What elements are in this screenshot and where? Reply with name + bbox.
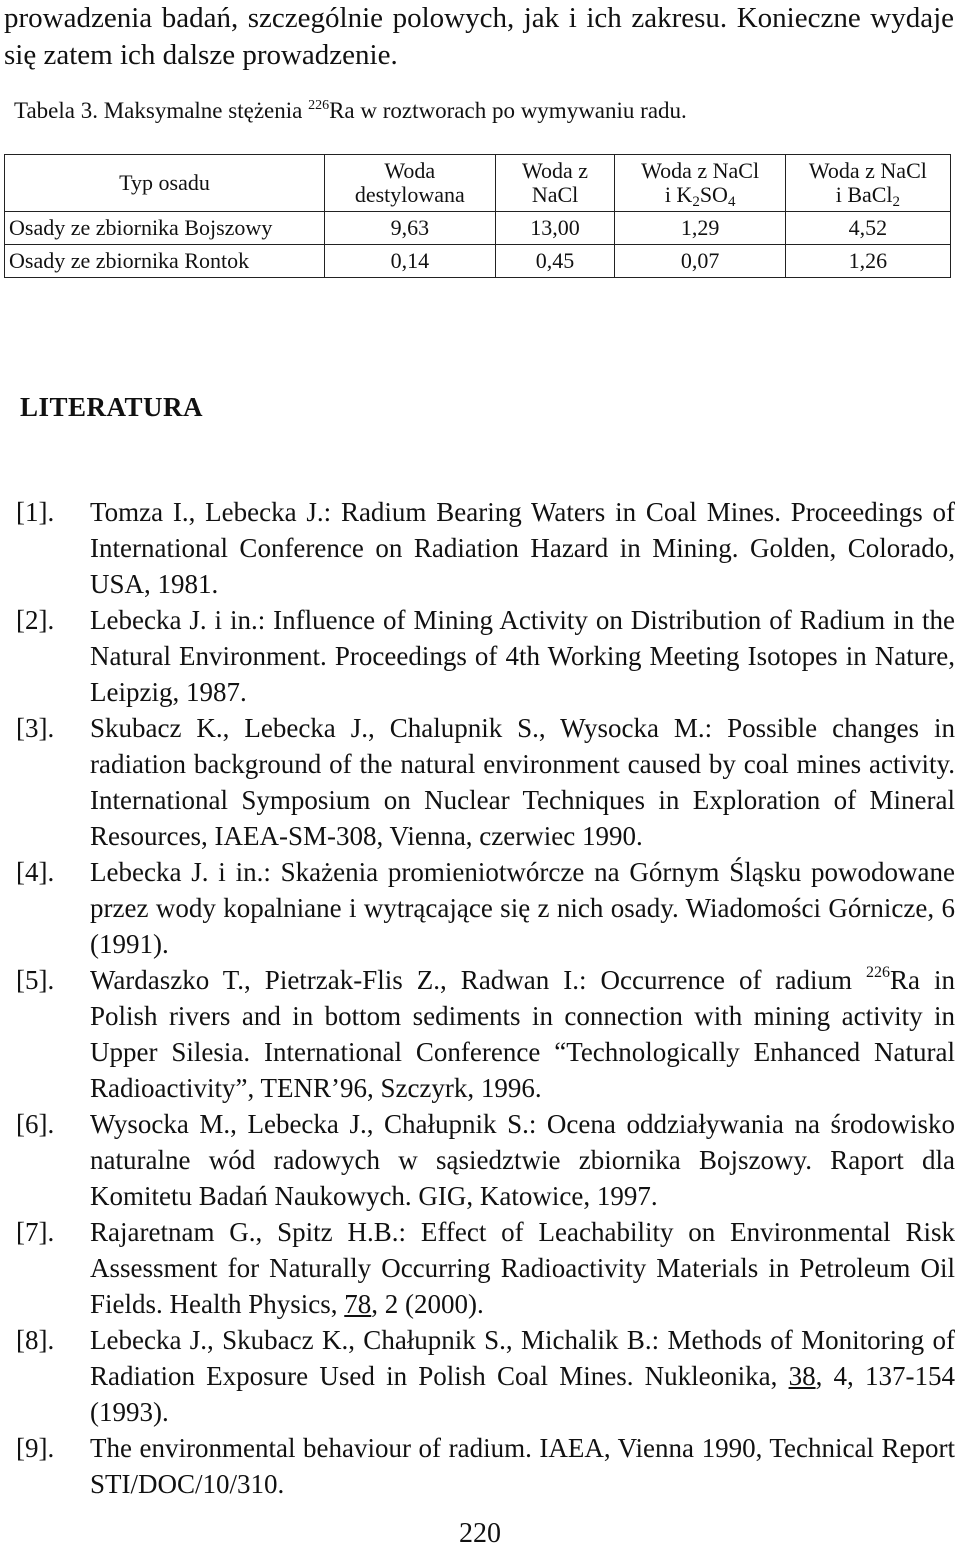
header-cell xyxy=(615,155,785,212)
table-cell: 1,26 xyxy=(785,245,950,278)
table-cell: 0,14 xyxy=(325,245,496,278)
caption-suffix: Ra w roztworach po wymywaniu radu. xyxy=(329,98,687,123)
header-line: i BaCl xyxy=(835,182,893,207)
reference-number: [4]. xyxy=(16,857,55,887)
reference-text-part: , 4, 137-154 (1993). xyxy=(90,1361,955,1427)
literature-heading: LITERATURA xyxy=(20,392,204,422)
header-subscript: 2 xyxy=(892,194,901,210)
reference-item xyxy=(16,1214,956,1322)
header-line: NaCl xyxy=(531,182,579,207)
data-table xyxy=(4,154,951,278)
table-row xyxy=(5,212,951,245)
table-row xyxy=(5,245,951,278)
reference-item xyxy=(16,710,956,854)
header-line: i K xyxy=(664,182,693,207)
reference-item xyxy=(16,494,956,602)
intro-paragraph: prowadzenia badań, szczególnie polowych, jak i ich zakresu. Konieczne wydaje się zatem ich dalsze prowadzenie. xyxy=(4,2,954,71)
reference-text xyxy=(90,962,955,1106)
reference-number: [8]. xyxy=(16,1325,55,1355)
header-cell xyxy=(785,155,950,212)
reference-text-part: Wardaszko T., Pietrzak-Flis Z., Radwan I.: Occurrence of radium xyxy=(90,965,866,995)
reference-text: The environmental behaviour of radium. IAEA, Vienna 1990, Technical Report STI/DOC/10/310. xyxy=(90,1433,955,1499)
header-line: Woda z xyxy=(522,158,589,183)
reference-text xyxy=(90,1214,955,1322)
reference-superscript: 226 xyxy=(865,964,890,981)
reference-list xyxy=(16,494,956,1502)
reference-item xyxy=(16,1322,956,1430)
page-number: 220 xyxy=(459,1518,501,1549)
reference-text-part: Ra in Polish rivers and in bottom sediments in connection with mining activity in Upper Silesia. International Conference “Technologically Enhanced Natural Radioactivity”, TENR’96, Szczyrk, 1996. xyxy=(90,965,955,1103)
table-cell: 9,63 xyxy=(325,212,496,245)
header-line: Woda z NaCl xyxy=(641,158,760,183)
header-subscript: 4 xyxy=(727,194,736,210)
table-cell: 13,00 xyxy=(495,212,615,245)
header-subscript: 2 xyxy=(692,194,700,210)
table-cell: 0,45 xyxy=(495,245,615,278)
header-cell xyxy=(495,155,615,212)
reference-number: [3]. xyxy=(16,713,55,743)
reference-number: [2]. xyxy=(16,605,55,635)
reference-item xyxy=(16,962,956,1106)
reference-text-part: Lebecka J., Skubacz K., Chałupnik S., Michalik B.: Methods of Monitoring of Radiation Exposure Used in Polish Coal Mines. Nukleonika, xyxy=(90,1325,955,1391)
header-cell: Typ osadu xyxy=(5,155,325,212)
table-cell: Osady ze zbiornika Rontok xyxy=(5,245,325,278)
reference-number: [6]. xyxy=(16,1109,55,1139)
table-cell: 1,29 xyxy=(615,212,785,245)
reference-text: Lebecka J. i in.: Influence of Mining Activity on Distribution of Radium in the Natural Environment. Proceedings of 4th Working Meeting Isotopes in Nature, Leipzig, 1987. xyxy=(90,605,955,707)
header-line: destylowana xyxy=(354,182,465,207)
reference-text-part: , 2 (2000). xyxy=(371,1289,484,1319)
reference-text: Tomza I., Lebecka J.: Radium Bearing Waters in Coal Mines. Proceedings of International Conference on Radiation Hazard in Mining. Golden, Colorado, USA, 1981. xyxy=(90,497,955,599)
reference-volume: 78 xyxy=(344,1289,372,1319)
reference-item xyxy=(16,854,956,962)
table-caption xyxy=(14,96,687,126)
reference-item xyxy=(16,1430,956,1502)
caption-prefix: Tabela 3. Maksymalne stężenia xyxy=(14,98,309,123)
reference-number: [7]. xyxy=(16,1217,55,1247)
reference-item xyxy=(16,1106,956,1214)
reference-number: [1]. xyxy=(16,497,55,527)
header-line: Woda z NaCl xyxy=(808,158,927,183)
header-cell xyxy=(325,155,496,212)
reference-number: [9]. xyxy=(16,1433,55,1463)
table-cell: 4,52 xyxy=(785,212,950,245)
reference-text: Skubacz K., Lebecka J., Chalupnik S., Wysocka M.: Possible changes in radiation background of the natural environment caused by coal mines activity. International Symposium on Nuclear Techniques in Exploration of Mineral Resources, IAEA-SM-308, Vienna, czerwiec 1990. xyxy=(90,713,955,851)
reference-item xyxy=(16,602,956,710)
reference-number: [5]. xyxy=(16,965,55,995)
table-cell: 0,07 xyxy=(615,245,785,278)
header-line: Woda xyxy=(384,158,436,183)
table-cell: Osady ze zbiornika Bojszowy xyxy=(5,212,325,245)
reference-text: Wysocka M., Lebecka J., Chałupnik S.: Ocena oddziaływania na środowisko naturalne wód radowych w sąsiedztwie zbiornika Bojszowy. Raport dla Komitetu Badań Naukowych. GIG, Katowice, 1997. xyxy=(90,1109,955,1211)
reference-text: Lebecka J. i in.: Skażenia promieniotwórcze na Górnym Śląsku powodowane przez wody kopalniane i wytrącające się z nich osady. Wiadomości Górnicze, 6 (1991). xyxy=(90,857,955,959)
header-line: SO xyxy=(699,182,728,207)
caption-isotope-mass: 226 xyxy=(308,98,330,113)
reference-text xyxy=(90,1322,955,1430)
reference-text-part: Rajaretnam G., Spitz H.B.: Effect of Leachability on Environmental Risk Assessment for Naturally Occurring Radioactivity Materials in Petroleum Oil Fields. Health Physics, xyxy=(90,1217,955,1319)
table-header-row xyxy=(5,155,951,212)
reference-volume: 38 xyxy=(788,1361,816,1391)
